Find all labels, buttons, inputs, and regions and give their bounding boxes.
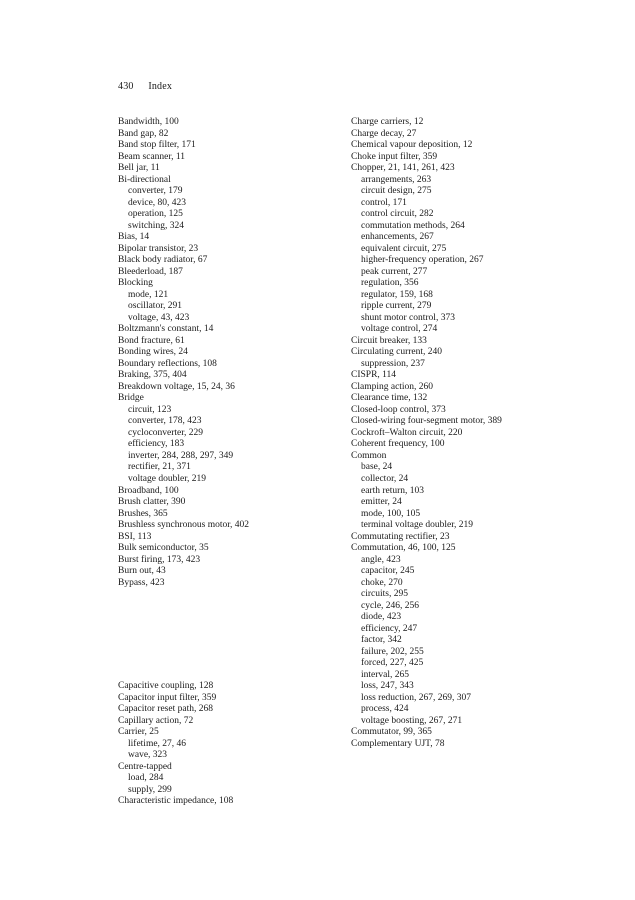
index-subentry: efficiency, 247: [361, 623, 418, 634]
index-entry: Brushless synchronous motor, 402: [118, 520, 250, 531]
index-subentry: suppression, 237: [361, 358, 425, 369]
index-entry: Cockroft–Walton circuit, 220: [351, 427, 463, 438]
index-subentry: cycloconverter, 229: [128, 427, 204, 438]
index-block-b: [118, 117, 249, 589]
index-subentry: supply, 299: [128, 784, 172, 795]
index-entry: Characteristic impedance, 108: [118, 796, 234, 807]
index-entry: Commutation, 46, 100, 125: [351, 543, 456, 554]
index-subentry: failure, 202, 255: [361, 646, 424, 657]
index-subentry: load, 284: [128, 773, 164, 784]
index-subentry: voltage boosting, 267, 271: [361, 715, 463, 726]
section-gap: [118, 589, 249, 681]
index-subentry: voltage, 43, 423: [128, 312, 190, 323]
index-entry: Broadband, 100: [118, 485, 179, 496]
index-subentry: peak current, 277: [361, 266, 428, 277]
index-entry: Capacitor input filter, 359: [118, 692, 217, 703]
index-entry: Bell jar, 11: [118, 163, 160, 174]
index-entry: Circulating current, 240: [351, 347, 443, 358]
index-column-right: [351, 117, 502, 750]
index-subentry: process, 424: [361, 704, 409, 715]
index-entry: BSI, 113: [118, 531, 152, 542]
index-entry: Clearance time, 132: [351, 393, 428, 404]
index-entry: Blocking: [118, 278, 153, 289]
index-subentry: loss, 247, 343: [361, 681, 414, 692]
index-subentry: shunt motor control, 373: [361, 312, 455, 323]
index-block-c: [118, 681, 249, 808]
index-entry: Brushes, 365: [118, 508, 168, 519]
index-entry: Closed-loop control, 373: [351, 404, 446, 415]
index-entry: Boltzmann's constant, 14: [118, 324, 214, 335]
index-entry: Capillary action, 72: [118, 715, 194, 726]
index-entry: Complementary UJT, 78: [351, 738, 445, 749]
index-entry: Bulk semiconductor, 35: [118, 543, 209, 554]
index-entry: Bi-directional: [118, 174, 171, 185]
index-entry: Closed-wiring four-segment motor, 389: [351, 416, 502, 427]
index-subentry: device, 80, 423: [128, 197, 187, 208]
index-subentry: diode, 423: [361, 612, 402, 623]
index-entry: Capacitor reset path, 268: [118, 704, 213, 715]
index-entry: Bias, 14: [118, 232, 150, 243]
index-entry: Bypass, 423: [118, 577, 165, 588]
index-entry: Chemical vapour deposition, 12: [351, 140, 473, 151]
index-subentry: emitter, 24: [361, 497, 402, 508]
index-subentry: circuit, 123: [128, 404, 172, 415]
index-subentry: rectifier, 21, 371: [128, 462, 191, 473]
index-subentry: voltage doubler, 219: [128, 473, 206, 484]
index-subentry: mode, 100, 105: [361, 508, 421, 519]
index-subentry: circuit design, 275: [361, 186, 432, 197]
index-entry: Coherent frequency, 100: [351, 439, 445, 450]
index-subentry: cycle, 246, 256: [361, 600, 420, 611]
index-entry: Black body radiator, 67: [118, 255, 208, 266]
index-entry: Beam scanner, 11: [118, 151, 186, 162]
index-entry: Bond fracture, 61: [118, 335, 185, 346]
header-title: Index: [148, 81, 173, 92]
index-entry: Capacitive coupling, 128: [118, 681, 214, 692]
index-subentry: commutation methods, 264: [361, 220, 465, 231]
index-entry: Commutator, 99, 365: [351, 727, 432, 738]
index-entry: Centre-tapped: [118, 761, 172, 772]
index-entry: Clamping action, 260: [351, 381, 434, 392]
index-entry: Boundary reflections, 108: [118, 358, 217, 369]
index-subentry: base, 24: [361, 462, 393, 473]
index-subentry: equivalent circuit, 275: [361, 243, 447, 254]
index-subentry: choke, 270: [361, 577, 403, 588]
index-subentry: efficiency, 183: [128, 439, 185, 450]
index-entry: Circuit breaker, 133: [351, 335, 427, 346]
index-subentry: forced, 227, 425: [361, 658, 424, 669]
index-entry: Band stop filter, 171: [118, 140, 196, 151]
index-subentry: control, 171: [361, 197, 407, 208]
index-subentry: voltage control, 274: [361, 324, 438, 335]
index-subentry: enhancements, 267: [361, 232, 434, 243]
index-subentry: terminal voltage doubler, 219: [361, 520, 474, 531]
running-header: [118, 81, 172, 92]
index-subentry: regulator, 159, 168: [361, 289, 433, 300]
index-subentry: control circuit, 282: [361, 209, 434, 220]
index-entry: Choke input filter, 359: [351, 151, 438, 162]
index-subentry: switching, 324: [128, 220, 184, 231]
index-column-left: [118, 117, 249, 808]
index-subentry: converter, 178, 423: [128, 416, 202, 427]
index-entry: Common: [351, 450, 387, 461]
index-subentry: capacitor, 245: [361, 566, 415, 577]
index-entry: Carrier, 25: [118, 727, 159, 738]
index-subentry: inverter, 284, 288, 297, 349: [128, 450, 234, 461]
page-number: 430: [118, 81, 134, 92]
index-entry: Breakdown voltage, 15, 24, 36: [118, 381, 235, 392]
index-subentry: interval, 265: [361, 669, 410, 680]
index-entry: Burn out, 43: [118, 566, 166, 577]
index-subentry: operation, 125: [128, 209, 183, 220]
index-entry: Bridge: [118, 393, 144, 404]
index-subentry: ripple current, 279: [361, 301, 432, 312]
index-subentry: lifetime, 27, 46: [128, 738, 187, 749]
index-subentry: collector, 24: [361, 473, 409, 484]
index-subentry: higher-frequency operation, 267: [361, 255, 484, 266]
index-subentry: arrangements, 263: [361, 174, 432, 185]
index-entry: Band gap, 82: [118, 128, 169, 139]
index-subentry: mode, 121: [128, 289, 169, 300]
index-entry: Commutating rectifier, 23: [351, 531, 450, 542]
index-subentry: wave, 323: [128, 750, 168, 761]
index-entry: Bonding wires, 24: [118, 347, 188, 358]
index-entry: Bandwidth, 100: [118, 117, 179, 127]
index-entry: CISPR, 114: [351, 370, 397, 381]
index-subentry: converter, 179: [128, 186, 183, 197]
index-subentry: oscillator, 291: [128, 301, 182, 312]
index-subentry: circuits, 295: [361, 589, 408, 600]
index-entry: Bleederload, 187: [118, 266, 183, 277]
index-entry: Charge decay, 27: [351, 128, 417, 139]
index-entry: Chopper, 21, 141, 261, 423: [351, 163, 455, 174]
index-subentry: regulation, 356: [361, 278, 419, 289]
index-subentry: factor, 342: [361, 635, 402, 646]
index-subentry: earth return, 103: [361, 485, 425, 496]
index-entry: Charge carriers, 12: [351, 117, 424, 127]
index-entry: Burst firing, 173, 423: [118, 554, 201, 565]
index-entry: Braking, 375, 404: [118, 370, 187, 381]
index-entry: Bipolar transistor, 23: [118, 243, 199, 254]
index-subentry: angle, 423: [361, 554, 401, 565]
index-subentry: loss reduction, 267, 269, 307: [361, 692, 472, 703]
index-entry: Brush clatter, 390: [118, 497, 186, 508]
